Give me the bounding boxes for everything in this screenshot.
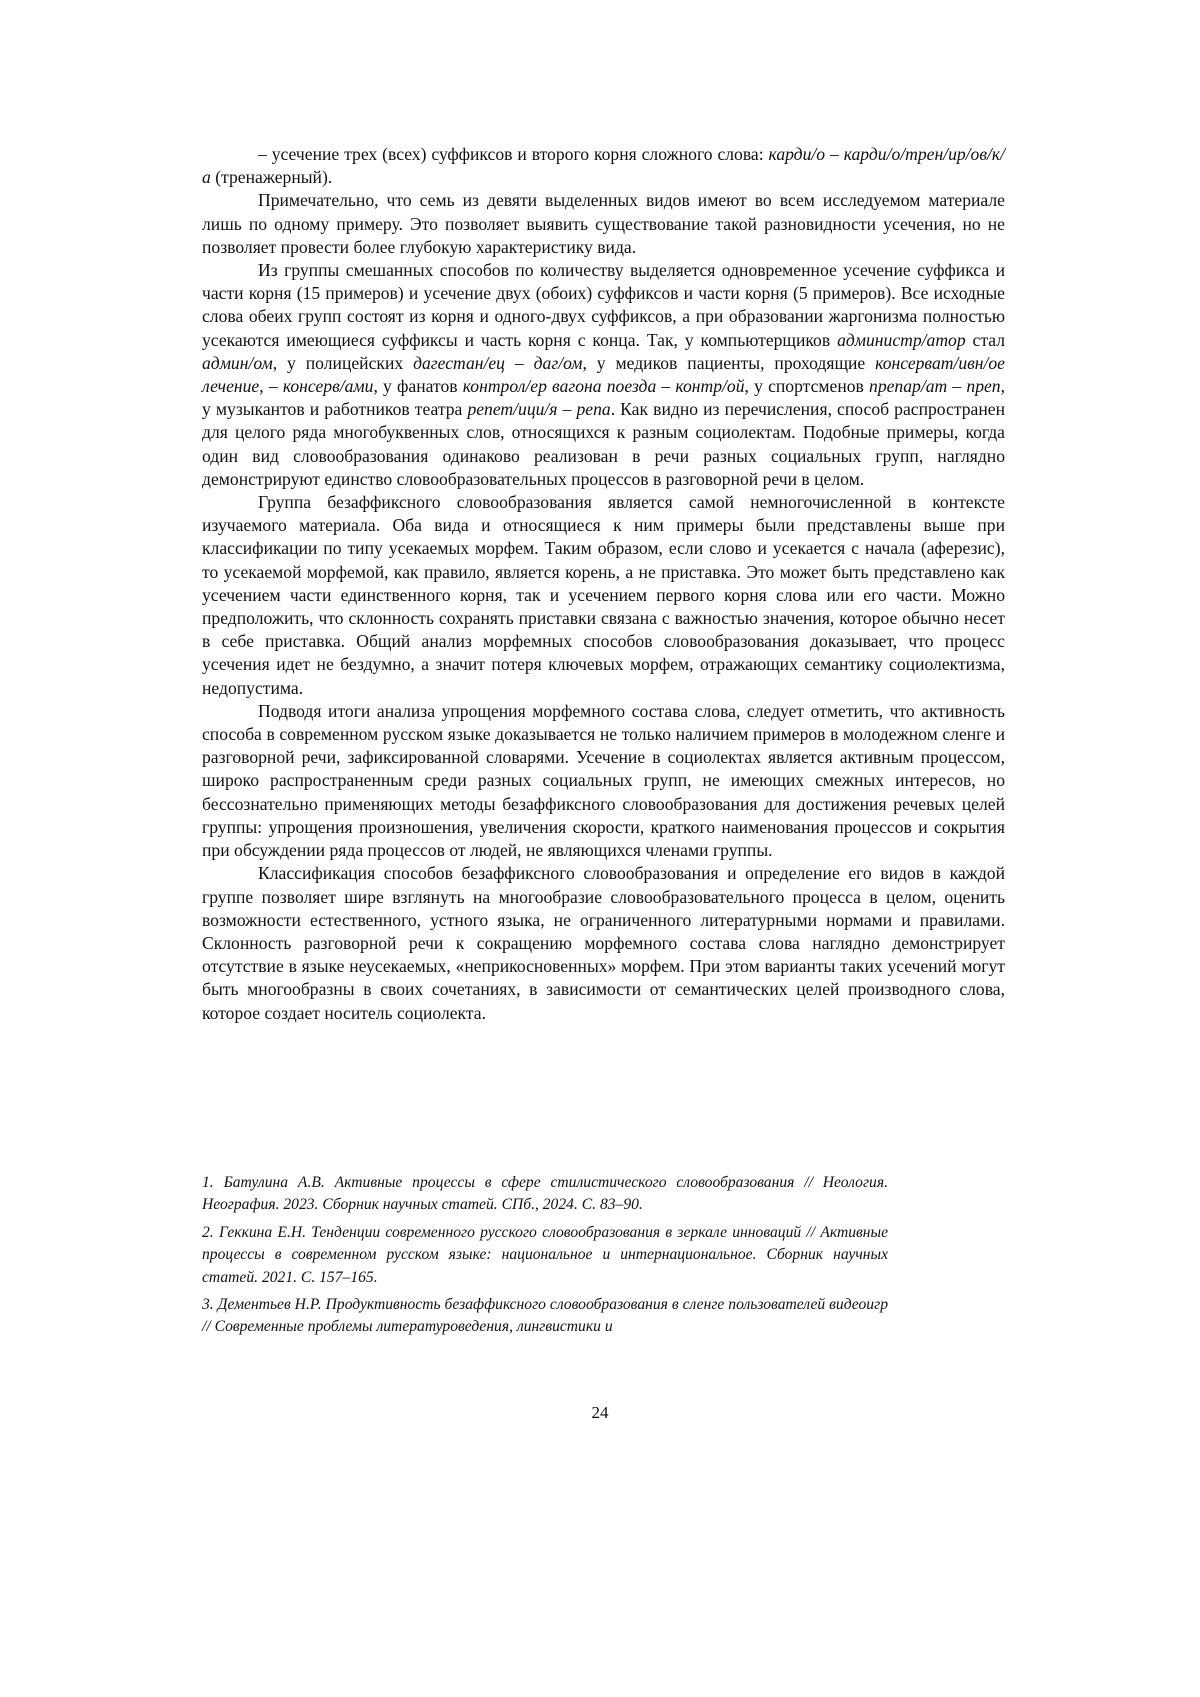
article-body <box>202 143 1005 1025</box>
paragraph-text: , у медиков пациенты, проходящие <box>582 353 875 373</box>
body-paragraph <box>202 189 1005 259</box>
paragraph-text: , – <box>259 376 283 396</box>
paragraph-text: Группа безаффиксного словообразования является самой немногочисленной в контексте изучаемого материала. Оба вида и относящиеся к ним примеры были представлены выше при классификации по типу усекаемых морфем. Таким образом, если слово и усекается с начала (аферезис), то усекаемой морфемой, как правило, является корень, а не приставка. Это может быть представлено как усечением части единственного корня, так и усечением первого корня слова или его части. Можно предположить, что склонность сохранять приставки связана с важностью значения, которое обычно несет в себе приставка. Общий анализ морфемных способов словообразования доказывает, что процесс усечения идет не бездумно, а значит потеря ключевых морфем, отражающих семантику социолектизма, недопустима. <box>202 492 1005 698</box>
italic-example-text: препар/ат – преп <box>869 376 1001 396</box>
body-paragraph <box>202 700 1005 862</box>
body-paragraph <box>202 491 1005 700</box>
italic-example-text: администр/атор <box>837 330 966 350</box>
paragraph-text: , у фанатов <box>373 376 462 396</box>
paragraph-text: Подводя итоги анализа упрощения морфемного состава слова, следует отметить, что активность способа в современном русском языке доказывается не только наличием примеров в молодежном сленге и разговорной речи, зафиксированной словарями. Усечение в социолектах является активным процессом, широко распространенным среди разных социальных групп, не имеющих смежных интересов, но бессознательно применяющих методы безаффиксного словообразования для достижения речевых целей группы: упрощения произношения, увеличения скорости, краткого наименования процессов и сокрытия при обсуждении ряда процессов от людей, не являющихся членами группы. <box>202 701 1005 860</box>
italic-example-text: консерват/ивн/ое лечение <box>202 353 1005 396</box>
body-paragraph <box>202 259 1005 491</box>
body-paragraph <box>202 862 1005 1024</box>
reference-item: 3. Дементьев Н.Р. Продуктивность безаффиксного словообразования в сленге пользователей видеоигр // Современные проблемы литературоведения, лингвистики и <box>202 1294 888 1339</box>
paragraph-text: Классификация способов безаффиксного словообразования и определение его видов в каждой группе позволяет шире взглянуть на многообразие словообразовательного процесса в целом, оценить возможности естественного, устного языка, не ограниченного литературными нормами и правилами. Склонность разговорной речи к сокращению морфемного состава слова наглядно демонстрирует отсутствие в языке неусекаемых, «неприкосновенных» морфем. При этом варианты таких усечений могут быть многообразны в своих сочетаниях, в зависимости от семантических целей производного слова, которое создает носитель социолекта. <box>202 863 1005 1022</box>
body-paragraph <box>202 143 1005 189</box>
paragraph-text: (тренажерный). <box>211 167 332 187</box>
italic-example-text: дагестан/ец – даг/ом <box>413 353 582 373</box>
document-page <box>0 0 1200 1697</box>
paragraph-text: Примечательно, что семь из девяти выделенных видов имеют во всем исследуемом материале лишь по одному примеру. Это позволяет выявить существование такой разновидности усечения, но не позволяет провести более глубокую характеристику вида. <box>202 190 1005 256</box>
paragraph-text: стал <box>966 330 1005 350</box>
paragraph-text: Из группы смешанных способов по количеству выделяется одновременное усечение суффикса и части корня (15 примеров) и усечение двух (обоих) суффиксов и части корня (5 примеров). Все исходные слова обеих групп состоят из корня и одного-двух суффиксов, а при образовании жаргонизма полностью усекаются имеющиеся суффиксы и часть корня с конца. Так, у компьютерщиков <box>202 260 1005 350</box>
references-list <box>202 1172 888 1344</box>
italic-example-text: репет/ици/я – репа <box>467 399 610 419</box>
italic-example-text: консерв/ами <box>283 376 374 396</box>
paragraph-text: , у полицейских <box>273 353 413 373</box>
italic-example-text: контрол/ер вагона поезда – контр/ой <box>463 376 745 396</box>
italic-example-text: карди/о – карди/о/трен/ир/ов/к/а <box>202 144 1005 187</box>
paragraph-text: . Как видно из перечисления, способ распространен для целого ряда многобуквенных слов, относящихся к разным социолектам. Подобные примеры, когда один вид словообразования одинаково реализован в речи разных социальных групп, наглядно демонстрируют единство словообразовательных процессов в разговорной речи в целом. <box>202 399 1005 489</box>
paragraph-text: , у музыкантов и работников театра <box>202 376 1005 419</box>
page-number: 24 <box>0 1403 1200 1423</box>
italic-example-text: админ/ом <box>202 353 273 373</box>
paragraph-text: , у спортсменов <box>745 376 870 396</box>
reference-item: 2. Геккина Е.Н. Тенденции современного русского словообразования в зеркале инноваций // Активные процессы в современном русском языке: национальное и интернациональное. Сборник научных статей. 2021. С. 157–165. <box>202 1222 888 1289</box>
paragraph-text: – усечение трех (всех) суффиксов и второго корня сложного слова: <box>258 144 769 164</box>
reference-item: 1. Батулина А.В. Активные процессы в сфере стилистического словообразования // Неология. Неография. 2023. Сборник научных статей. СПб., 2024. С. 83–90. <box>202 1172 888 1217</box>
